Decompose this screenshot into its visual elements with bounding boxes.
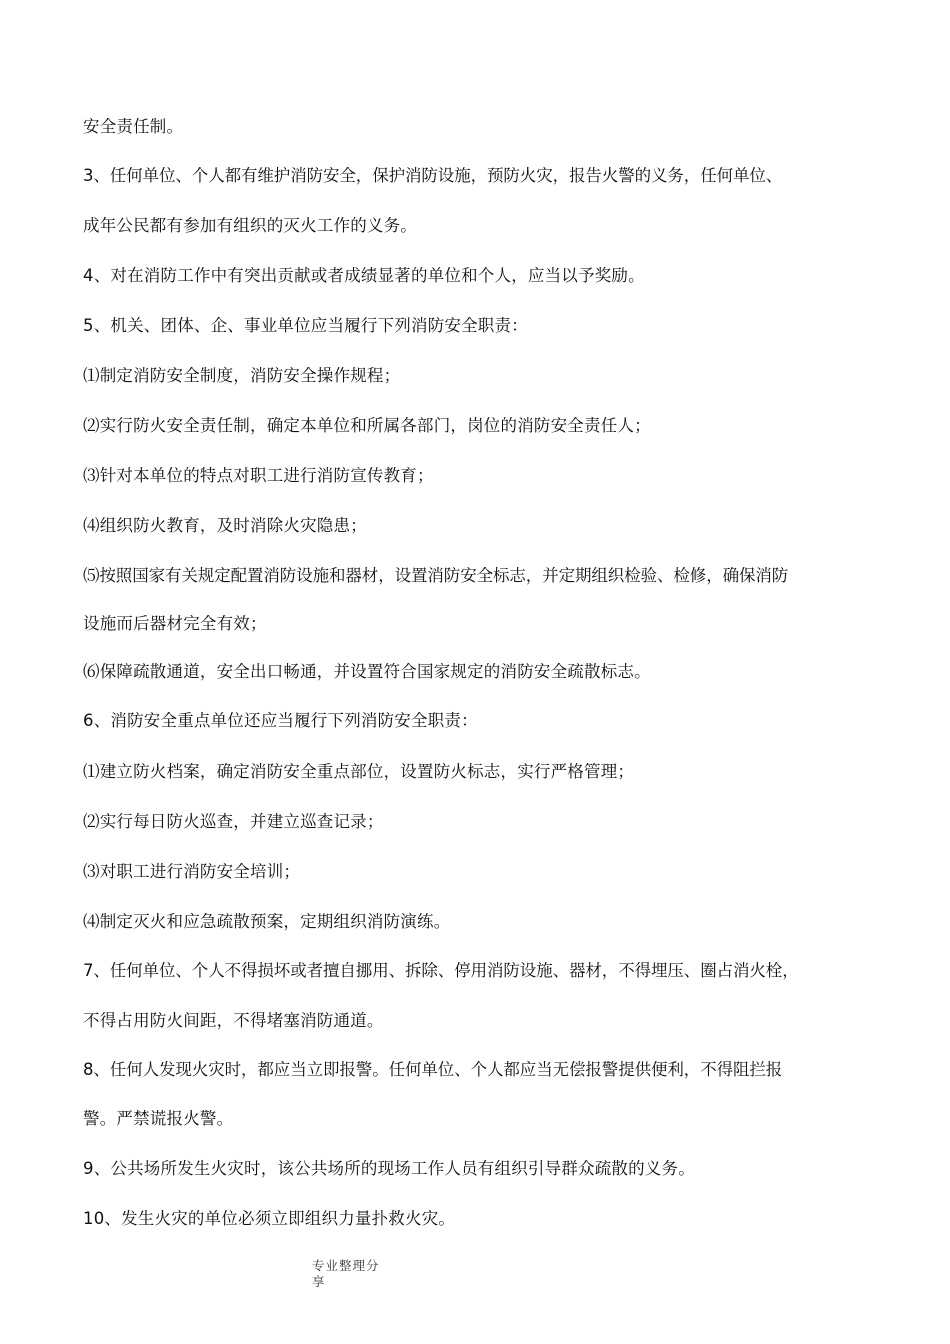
text-line: 4、对在消防工作中有突出贡献或者成绩显著的单位和个人，应当以予奖励。 — [83, 266, 645, 285]
text-line: 警。严禁谎报火警。 — [83, 1109, 234, 1128]
text-line: 3、任何单位、个人都有维护消防安全，保护消防设施，预防火灾，报告火警的义务，任何单位、 — [83, 166, 783, 185]
text-line: ⑷制定灭火和应急疏散预案，定期组织消防演练。 — [83, 912, 451, 931]
text-line: ⑶对职工进行消防安全培训； — [83, 862, 301, 881]
text-line: 5、机关、团体、企、事业单位应当履行下列消防安全职责： — [83, 316, 528, 335]
text-line: 10、发生火灾的单位必须立即组织力量扑救火灾。 — [83, 1209, 456, 1228]
text-line: 设施而后器材完全有效； — [83, 614, 267, 633]
text-line: ⑷组织防火教育，及时消除火灾隐患； — [83, 516, 367, 535]
text-line: ⑵实行防火安全责任制，确定本单位和所属各部门，岗位的消防安全责任人； — [83, 416, 651, 435]
text-line: 6、消防安全重点单位还应当履行下列消防安全职责： — [83, 711, 478, 730]
text-line: 安全责任制。 — [83, 117, 184, 136]
text-line: ⑶针对本单位的特点对职工进行消防宣传教育； — [83, 466, 434, 485]
text-line: 9、公共场所发生火灾时，该公共场所的现场工作人员有组织引导群众疏散的义务。 — [83, 1159, 695, 1178]
text-line: 成年公民都有参加有组织的灭火工作的义务。 — [83, 216, 417, 235]
text-line: ⑴制定消防安全制度，消防安全操作规程； — [83, 366, 401, 385]
text-line: ⑵实行每日防火巡查，并建立巡查记录； — [83, 812, 384, 831]
text-line: 8、任何人发现火灾时，都应当立即报警。任何单位、个人都应当无偿报警提供便利，不得阻拦报 — [83, 1060, 783, 1079]
text-line: ⑹保障疏散通道，安全出口畅通，并设置符合国家规定的消防安全疏散标志。 — [83, 662, 651, 681]
text-line: ⑴建立防火档案，确定消防安全重点部位，设置防火标志，实行严格管理； — [83, 762, 635, 781]
text-line: 不得占用防火间距，不得堵塞消防通道。 — [83, 1011, 384, 1030]
text-line: 7、任何单位、个人不得损坏或者擅自挪用、拆除、停用消防设施、器材，不得埋压、圈占消火栓， — [83, 961, 799, 980]
text-line: ⑸按照国家有关规定配置消防设施和器材，设置消防安全标志，并定期组织检验、检修，确保消防 — [83, 566, 789, 585]
page-footer: 专业整理分享 — [312, 1258, 380, 1289]
